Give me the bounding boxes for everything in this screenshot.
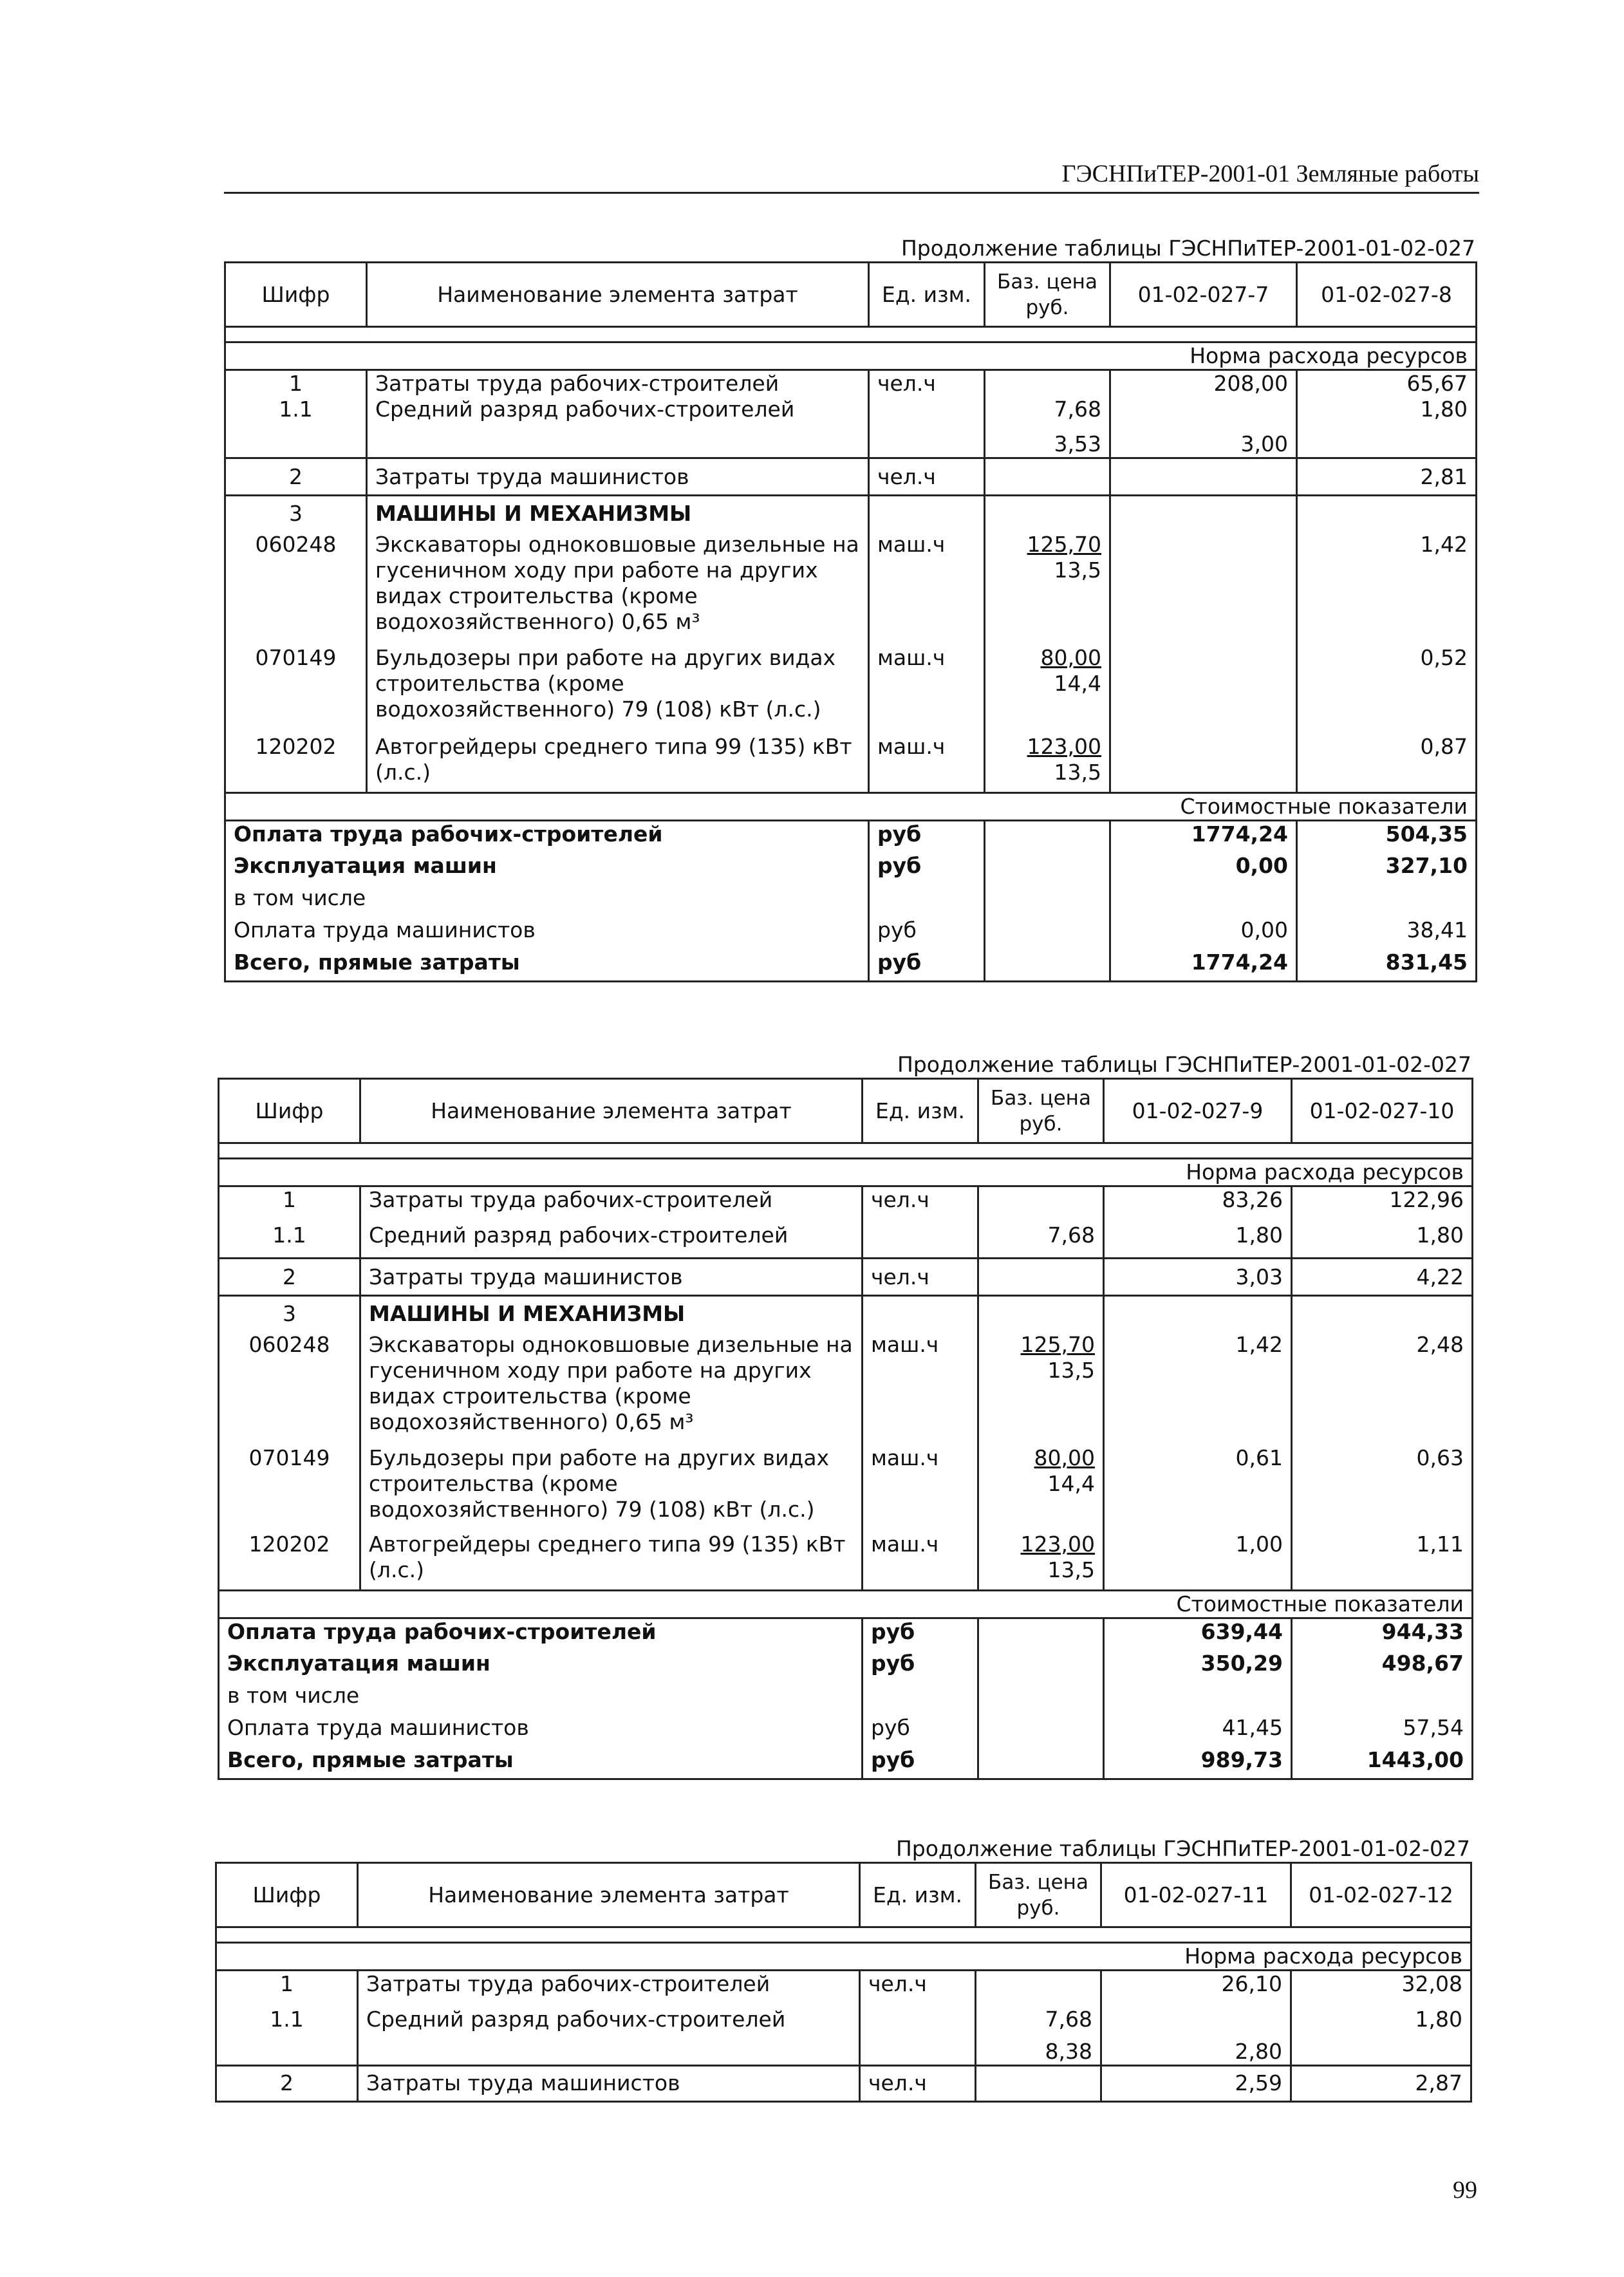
header-name: Наименование элемента затрат [367, 263, 869, 327]
row-unit: чел.ч [863, 1186, 978, 1223]
row-value-a: 3,00 [1110, 431, 1297, 458]
header-name: Наименование элемента затрат [360, 1079, 863, 1143]
row-unit: маш.ч [863, 1445, 978, 1532]
row-value-b: 2,81 [1297, 458, 1477, 496]
row-price: 8,38 [976, 2039, 1101, 2066]
cost-value-a: 0,00 [1110, 853, 1297, 885]
cost-unit: руб [869, 950, 985, 982]
cost-unit: руб [863, 1651, 978, 1683]
row-value-b: 65,67 [1297, 370, 1477, 397]
cost-row [219, 1618, 1473, 1651]
row-code: 1 [216, 1971, 358, 2007]
norm-header: Норма расхода ресурсов [216, 1943, 1471, 1971]
row-name: Средний разряд рабочих-строителей [358, 2007, 860, 2039]
norm-header-row [225, 342, 1477, 370]
cost-value-b: 1443,00 [1292, 1747, 1473, 1779]
row-value-a: 208,00 [1110, 370, 1297, 397]
cost-header-row [219, 1591, 1473, 1618]
cost-row [219, 1683, 1473, 1715]
row-unit: чел.ч [869, 370, 985, 397]
row-price: 7,68 [985, 397, 1110, 431]
norm-header: Норма расхода ресурсов [219, 1159, 1473, 1186]
row-name: Затраты труда рабочих-строителей [360, 1186, 863, 1223]
row-code: 070149 [219, 1445, 360, 1532]
row-price-secondary: 14,4 [1047, 1470, 1095, 1496]
header-col-a: 01-02-027-7 [1110, 263, 1297, 327]
header-price-line2: руб. [1025, 295, 1069, 319]
row-code: 1 [225, 370, 367, 397]
row-value-a: 2,59 [1101, 2065, 1291, 2101]
row-name: Бульдозеры при работе на других видах строительства (кроме водохозяйственного) 79 (108) кВт (л.с.) [367, 645, 869, 734]
row-value-b: 32,08 [1291, 1971, 1471, 2007]
header-col-b: 01-02-027-12 [1291, 1863, 1471, 1927]
header-code: Шифр [219, 1079, 360, 1143]
row-value-b: 1,80 [1297, 397, 1477, 431]
cost-row [225, 917, 1477, 950]
row-name: Автогрейдеры среднего типа 99 (135) кВт (л.с.) [367, 734, 869, 793]
row-unit: маш.ч [869, 645, 985, 734]
row-value-b: 1,80 [1291, 2007, 1471, 2039]
cost-unit: руб [869, 853, 985, 885]
cost-row [219, 1651, 1473, 1683]
row-price-secondary: 13,5 [1054, 759, 1101, 785]
cost-value-b: 327,10 [1297, 853, 1477, 885]
cost-name: Всего, прямые затраты [225, 950, 869, 982]
row-unit: чел.ч [860, 2065, 976, 2101]
row-price-secondary: 13,5 [1054, 557, 1101, 583]
cost-name: Эксплуатация машин [219, 1651, 863, 1683]
row-code: 060248 [225, 532, 367, 645]
section-title: МАШИНЫ И МЕХАНИЗМЫ [360, 1296, 863, 1332]
table-row [225, 431, 1477, 458]
header-price [978, 1079, 1104, 1143]
row-price: 80,00 [1034, 1445, 1095, 1470]
norm-header: Норма расхода ресурсов [225, 342, 1477, 370]
row-name: Бульдозеры при работе на других видах строительства (кроме водохозяйственного) 79 (108) кВт (л.с.) [360, 1445, 863, 1532]
cost-row [225, 853, 1477, 885]
row-value-b: 0,63 [1292, 1445, 1473, 1532]
spacer-row [216, 1927, 1471, 1943]
row-value-a: 1,80 [1104, 1223, 1292, 1259]
header-price-line1: Баз. цена [988, 1870, 1088, 1894]
table1-caption: Продолжение таблицы ГЭСНПиТЕР-2001-01-02-027 [901, 236, 1475, 261]
header-col-b: 01-02-027-8 [1297, 263, 1477, 327]
cost-value-a: 0,00 [1110, 917, 1297, 950]
header-price [985, 263, 1110, 327]
running-header [224, 155, 1479, 194]
cost-value-b: 498,67 [1292, 1651, 1473, 1683]
table3 [215, 1862, 1472, 2103]
row-price: 125,70 [1020, 1331, 1095, 1357]
row-price-secondary: 14,4 [1054, 670, 1101, 696]
cost-value-a: 1774,24 [1110, 950, 1297, 982]
table2-caption: Продолжение таблицы ГЭСНПиТЕР-2001-01-02-027 [897, 1052, 1471, 1077]
cost-name: Оплата труда машинистов [219, 1715, 863, 1747]
header-unit: Ед. изм. [869, 263, 985, 327]
table-row [216, 1971, 1471, 2007]
row-name: Средний разряд рабочих-строителей [360, 1223, 863, 1259]
cost-unit: руб [869, 821, 985, 853]
table-row [225, 370, 1477, 397]
row-value-b: 0,87 [1297, 734, 1477, 793]
row-code: 070149 [225, 645, 367, 734]
row-unit: маш.ч [863, 1532, 978, 1591]
table-row [219, 1223, 1473, 1259]
row-unit: маш.ч [869, 532, 985, 645]
row-code: 120202 [219, 1532, 360, 1591]
row-price-secondary: 13,5 [1047, 1357, 1095, 1383]
row-value-a: 83,26 [1104, 1186, 1292, 1223]
row-code: 120202 [225, 734, 367, 793]
table-row [216, 2007, 1471, 2039]
row-value-a: 26,10 [1101, 1971, 1291, 2007]
cost-value-a: 1774,24 [1110, 821, 1297, 853]
row-price: 7,68 [978, 1223, 1104, 1259]
header-name: Наименование элемента затрат [358, 1863, 860, 1927]
header-unit: Ед. изм. [860, 1863, 976, 1927]
table3-caption: Продолжение таблицы ГЭСНПиТЕР-2001-01-02-027 [895, 1836, 1470, 1861]
row-name: Экскаваторы одноковшовые дизельные на гусеничном ходу при работе на других видах строительства (кроме водохозяйственного) 0,65 м³ [360, 1332, 863, 1445]
header-price-line2: руб. [1019, 1112, 1063, 1136]
cost-value-b: 57,54 [1292, 1715, 1473, 1747]
row-name: Затраты труда рабочих-строителей [367, 370, 869, 397]
header-code: Шифр [225, 263, 367, 327]
cost-name: Эксплуатация машин [225, 853, 869, 885]
cost-value-b: 831,45 [1297, 950, 1477, 982]
row-value-b: 1,80 [1292, 1223, 1473, 1259]
table-row [219, 1186, 1473, 1223]
table1 [224, 261, 1477, 982]
row-name: Затраты труда машинистов [358, 2065, 860, 2101]
spacer-row [225, 327, 1477, 342]
row-code: 1.1 [219, 1223, 360, 1259]
row-name: Затраты труда рабочих-строителей [358, 1971, 860, 2007]
row-unit: маш.ч [863, 1332, 978, 1445]
cost-value-a: 989,73 [1104, 1747, 1292, 1779]
cost-value-a: 350,29 [1104, 1651, 1292, 1683]
row-unit: чел.ч [860, 1971, 976, 2007]
row-value-a: 1,00 [1104, 1532, 1292, 1591]
header-col-a: 01-02-027-9 [1104, 1079, 1292, 1143]
row-unit: маш.ч [869, 734, 985, 793]
cost-header: Стоимостные показатели [225, 793, 1477, 821]
row-price: 125,70 [1027, 531, 1101, 557]
cost-name: Всего, прямые затраты [219, 1747, 863, 1779]
table-row [219, 1532, 1473, 1591]
row-price: 123,00 [1020, 1531, 1095, 1557]
table-row [219, 1259, 1473, 1296]
table-row [219, 1332, 1473, 1445]
cost-name: в том числе [219, 1683, 863, 1715]
row-value-b: 1,11 [1292, 1532, 1473, 1591]
row-code: 3 [225, 496, 367, 532]
table-row [225, 734, 1477, 793]
row-name: Затраты труда машинистов [360, 1259, 863, 1296]
row-code: 2 [219, 1259, 360, 1296]
cost-header: Стоимостные показатели [219, 1591, 1473, 1618]
row-code: 1 [219, 1186, 360, 1223]
cost-name: в том числе [225, 885, 869, 917]
row-code: 1.1 [225, 397, 367, 431]
table-row [225, 458, 1477, 496]
cost-row [219, 1715, 1473, 1747]
row-code: 060248 [219, 1332, 360, 1445]
cost-value-b: 38,41 [1297, 917, 1477, 950]
table-row [225, 397, 1477, 431]
cost-unit: руб [869, 917, 985, 950]
row-unit: чел.ч [869, 458, 985, 496]
cost-unit: руб [863, 1715, 978, 1747]
table-row [216, 2065, 1471, 2101]
cost-value-b: 944,33 [1292, 1618, 1473, 1651]
cost-name: Оплата труда машинистов [225, 917, 869, 950]
row-price-secondary: 13,5 [1047, 1557, 1095, 1582]
row-price: 7,68 [976, 2007, 1101, 2039]
cost-value-a: 639,44 [1104, 1618, 1292, 1651]
cost-value-a: 41,45 [1104, 1715, 1292, 1747]
header-col-a: 01-02-027-11 [1101, 1863, 1291, 1927]
row-code: 2 [225, 458, 367, 496]
cost-unit: руб [863, 1618, 978, 1651]
table-row [216, 2039, 1471, 2066]
header-price-line1: Баз. цена [991, 1086, 1091, 1110]
row-name: Экскаваторы одноковшовые дизельные на гусеничном ходу при работе на других видах строительства (кроме водохозяйственного) 0,65 м³ [367, 532, 869, 645]
row-value-b: 0,52 [1297, 645, 1477, 734]
row-value-b: 2,48 [1292, 1332, 1473, 1445]
row-value-b: 4,22 [1292, 1259, 1473, 1296]
row-value-a: 2,80 [1101, 2039, 1291, 2066]
table-row [219, 1445, 1473, 1532]
cost-name: Оплата труда рабочих-строителей [225, 821, 869, 853]
row-code: 2 [216, 2065, 358, 2101]
cost-value-b: 504,35 [1297, 821, 1477, 853]
running-head-text: ГЭСНПиТЕР-2001-01 Земляные работы [1061, 160, 1479, 187]
header-unit: Ед. изм. [863, 1079, 978, 1143]
row-name: Средний разряд рабочих-строителей [367, 397, 869, 431]
row-price: 3,53 [985, 431, 1110, 458]
row-value-a: 0,61 [1104, 1445, 1292, 1532]
row-price: 80,00 [1040, 644, 1101, 670]
header-col-b: 01-02-027-10 [1292, 1079, 1473, 1143]
header-price [976, 1863, 1101, 1927]
cost-name: Оплата труда рабочих-строителей [219, 1618, 863, 1651]
row-value-a: 1,42 [1104, 1332, 1292, 1445]
table2 [218, 1078, 1473, 1780]
row-code: 3 [219, 1296, 360, 1332]
row-name: Автогрейдеры среднего типа 99 (135) кВт (л.с.) [360, 1532, 863, 1591]
header-code: Шифр [216, 1863, 358, 1927]
row-name: Затраты труда машинистов [367, 458, 869, 496]
row-price: 123,00 [1027, 733, 1101, 759]
row-code: 1.1 [216, 2007, 358, 2039]
row-value-b: 2,87 [1291, 2065, 1471, 2101]
cost-row [219, 1747, 1473, 1779]
row-value-a: 3,03 [1104, 1259, 1292, 1296]
cost-row [225, 885, 1477, 917]
section-title: МАШИНЫ И МЕХАНИЗМЫ [367, 496, 869, 532]
cost-row [225, 950, 1477, 982]
table-row [225, 645, 1477, 734]
page-number: 99 [1453, 2177, 1477, 2204]
norm-header-row [216, 1943, 1471, 1971]
cost-row [225, 821, 1477, 853]
row-unit: чел.ч [863, 1259, 978, 1296]
table-row [219, 1296, 1473, 1332]
norm-header-row [219, 1159, 1473, 1186]
row-value-b: 122,96 [1292, 1186, 1473, 1223]
spacer-row [219, 1143, 1473, 1159]
row-value-b: 1,42 [1297, 532, 1477, 645]
cost-header-row [225, 793, 1477, 821]
cost-unit: руб [863, 1747, 978, 1779]
table-row [225, 496, 1477, 532]
header-price-line1: Баз. цена [997, 270, 1097, 294]
header-price-line2: руб. [1016, 1896, 1060, 1920]
table-row [225, 532, 1477, 645]
